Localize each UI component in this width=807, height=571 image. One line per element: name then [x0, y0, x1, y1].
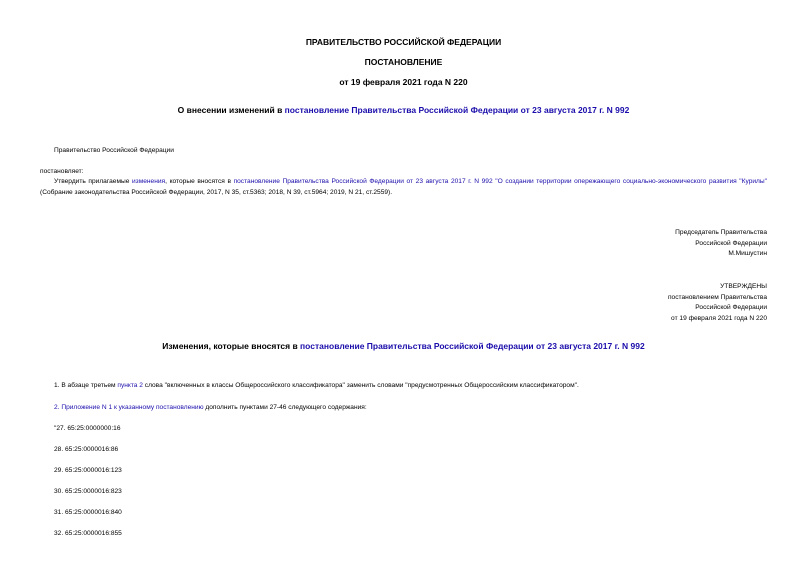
signature-block [675, 228, 767, 260]
cadastral-point: 29. 65:25:0000016:123 [54, 467, 122, 474]
resolution-text-1: Утвердить прилагаемые [54, 178, 132, 185]
resolution-992-link[interactable]: постановление Правительства Российской Федерации от 23 августа 2017 г. N 992 "О создании территории опережающего социально-экономического развития "Курилы" [233, 178, 767, 185]
document-title-prefix: О внесении изменений в [177, 105, 285, 115]
approval-heading: УТВЕРЖДЕНЫ [720, 283, 767, 290]
approval-block [668, 282, 767, 324]
changes-title-prefix: Изменения, которые вносятся в [162, 341, 301, 351]
document-title-link[interactable]: постановление Правительства Российской Федерации от 23 августа 2017 г. N 992 [284, 105, 630, 115]
change-item-1-text-2: слова "включенных в классы Общероссийского классификатора" заменить словами "предусмотренных Общероссийским классификатором". [142, 382, 579, 389]
approval-line-3: Российской Федерации [695, 304, 767, 311]
resolution-text-3: (Собрание законодательства Российской Федерации, 2017, N 35, ст.5363; 2018, N 39, ст.5964; 2019, N 21, ст.2559). [40, 188, 393, 196]
change-item-2-number-link[interactable]: 2. [54, 404, 62, 411]
signature-country: Российской Федерации [695, 239, 767, 247]
approval-line-4: от 19 февраля 2021 года N 220 [671, 314, 767, 322]
change-item-2 [54, 403, 367, 413]
changes-title-link[interactable]: постановление Правительства Российской Федерации от 23 августа 2017 г. N 992 [300, 341, 645, 351]
resolution-paragraph [40, 177, 767, 198]
signature-name: М.Мишустин [728, 250, 767, 257]
cadastral-point: 31. 65:25:0000016:840 [54, 509, 122, 516]
clause-2-link[interactable]: пункта 2 [117, 382, 143, 389]
change-item-2-text: дополнить пунктами 27-46 следующего содержания: [203, 404, 367, 411]
appendix-1-link[interactable]: Приложение N 1 к указанному постановлению [61, 404, 204, 411]
government-heading: ПРАВИТЕЛЬСТВО РОССИЙСКОЙ ФЕДЕРАЦИИ [305, 37, 502, 47]
document-title [0, 104, 807, 116]
issuer-text: Правительство Российской Федерации [54, 147, 174, 154]
cadastral-point: 28. 65:25:0000016:86 [54, 446, 119, 453]
signature-position: Председатель Правительства [675, 229, 767, 236]
approval-line-2: постановлением Правительства [667, 293, 767, 301]
changes-title [0, 340, 807, 352]
change-item-1-text-1: 1. В абзаце третьем [54, 382, 118, 389]
cadastral-point: "27. 65:25:0000000:16 [54, 425, 121, 432]
cadastral-point: 32. 65:25:0000016:855 [54, 530, 122, 537]
resolution-text-2: , которые вносятся в [165, 178, 234, 185]
document-type-heading: ПОСТАНОВЛЕНИЕ [364, 57, 443, 67]
changes-link[interactable]: изменения [132, 178, 166, 185]
change-item-1 [54, 381, 579, 391]
document-date-number: от 19 февраля 2021 года N 220 [339, 77, 468, 87]
resolves-text: постановляет: [40, 168, 84, 175]
cadastral-point: 30. 65:25:0000016:823 [54, 488, 122, 495]
